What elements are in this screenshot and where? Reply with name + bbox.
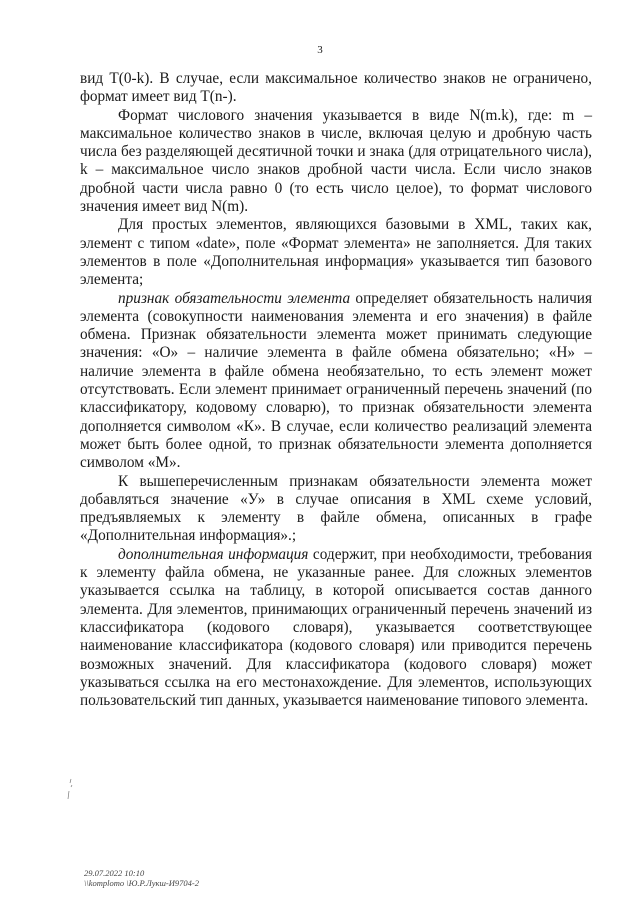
footer-stamp [84,868,199,888]
required-flag-text: определяет обязательность наличия элемента (совокупности наименования элемента и его значения) в файле обмена. Признак обязательности элемента может принимать следующие значения: «О» – наличие элемента в файле обмена обязательно; «Н» – наличие элемента в файле обмена необязательно, то есть элемент может отсутствовать. Если элемент принимает ограниченный перечень значений (по классификатору, кодовому словарю), то признак обязательности элемента дополняется символом «К». В случае, если количество реализаций элемента может быть более одной, то признак обязательности элемента дополняется символом «М». [80,289,592,472]
paragraph-text-format-end: вид T(0-k). В случае, если максимальное количество знаков не ограничено, формат имеет вид T(n-). [80,70,592,106]
term-required-flag: признак обязательности элемента [118,289,351,307]
paragraph-condition-flag: К вышеперечисленным признакам обязательности элемента может добавляться значение «У» в случае описания в XML схеме условий, предъявляемых к элементу в файле обмена, описанных в графе «Дополнительная информация».; [80,472,592,545]
scan-artifact-mark [66,778,74,800]
paragraph-simple-elements: Для простых элементов, являющихся базовыми в XML, таких как, элемент с типом «date», поле «Формат элемента» не заполняется. Для таких элементов в поле «Дополнительная информация» указывается тип базового элемента; [80,216,592,289]
term-additional-info: дополнительная информация [118,545,309,563]
document-body [80,70,592,710]
paragraph-required-flag [80,290,592,473]
paragraph-additional-info [80,546,592,711]
paragraph-numeric-format: Формат числового значения указывается в виде N(m.k), где: m – максимальное количество знаков в числе, включая целую и дробную часть числа без разделяющей десятичной точки и знака (для отрицательного числа), k – максимальное число знаков дробной части числа. Если число знаков дробной части числа равно 0 (то есть число целое), то формат числового значения имеет вид N(m). [80,106,592,216]
footer-path: \\komplomo \Ю.Р.Лукш-И9704-2 [84,878,199,888]
footer-date: 29.07.2022 10:10 [84,868,145,878]
additional-info-text: содержит, при необходимости, требования к элементу файла обмена, не указанные ранее. Для сложных элементов указывается ссылка на таблицу, в которой описывается состав данного элемента. Для элементов, принимающих ограниченный перечень значений из классификатора (кодового словаря), указывается соответствующее наименование классификатора (кодового словаря) или приводится перечень возможных значений. Для классификатора (кодового словаря) может указываться ссылка на его местонахождение. Для элементов, использующих пользовательский тип данных, указывается наименование типового элемента. [80,545,593,710]
page-number: 3 [317,44,323,56]
